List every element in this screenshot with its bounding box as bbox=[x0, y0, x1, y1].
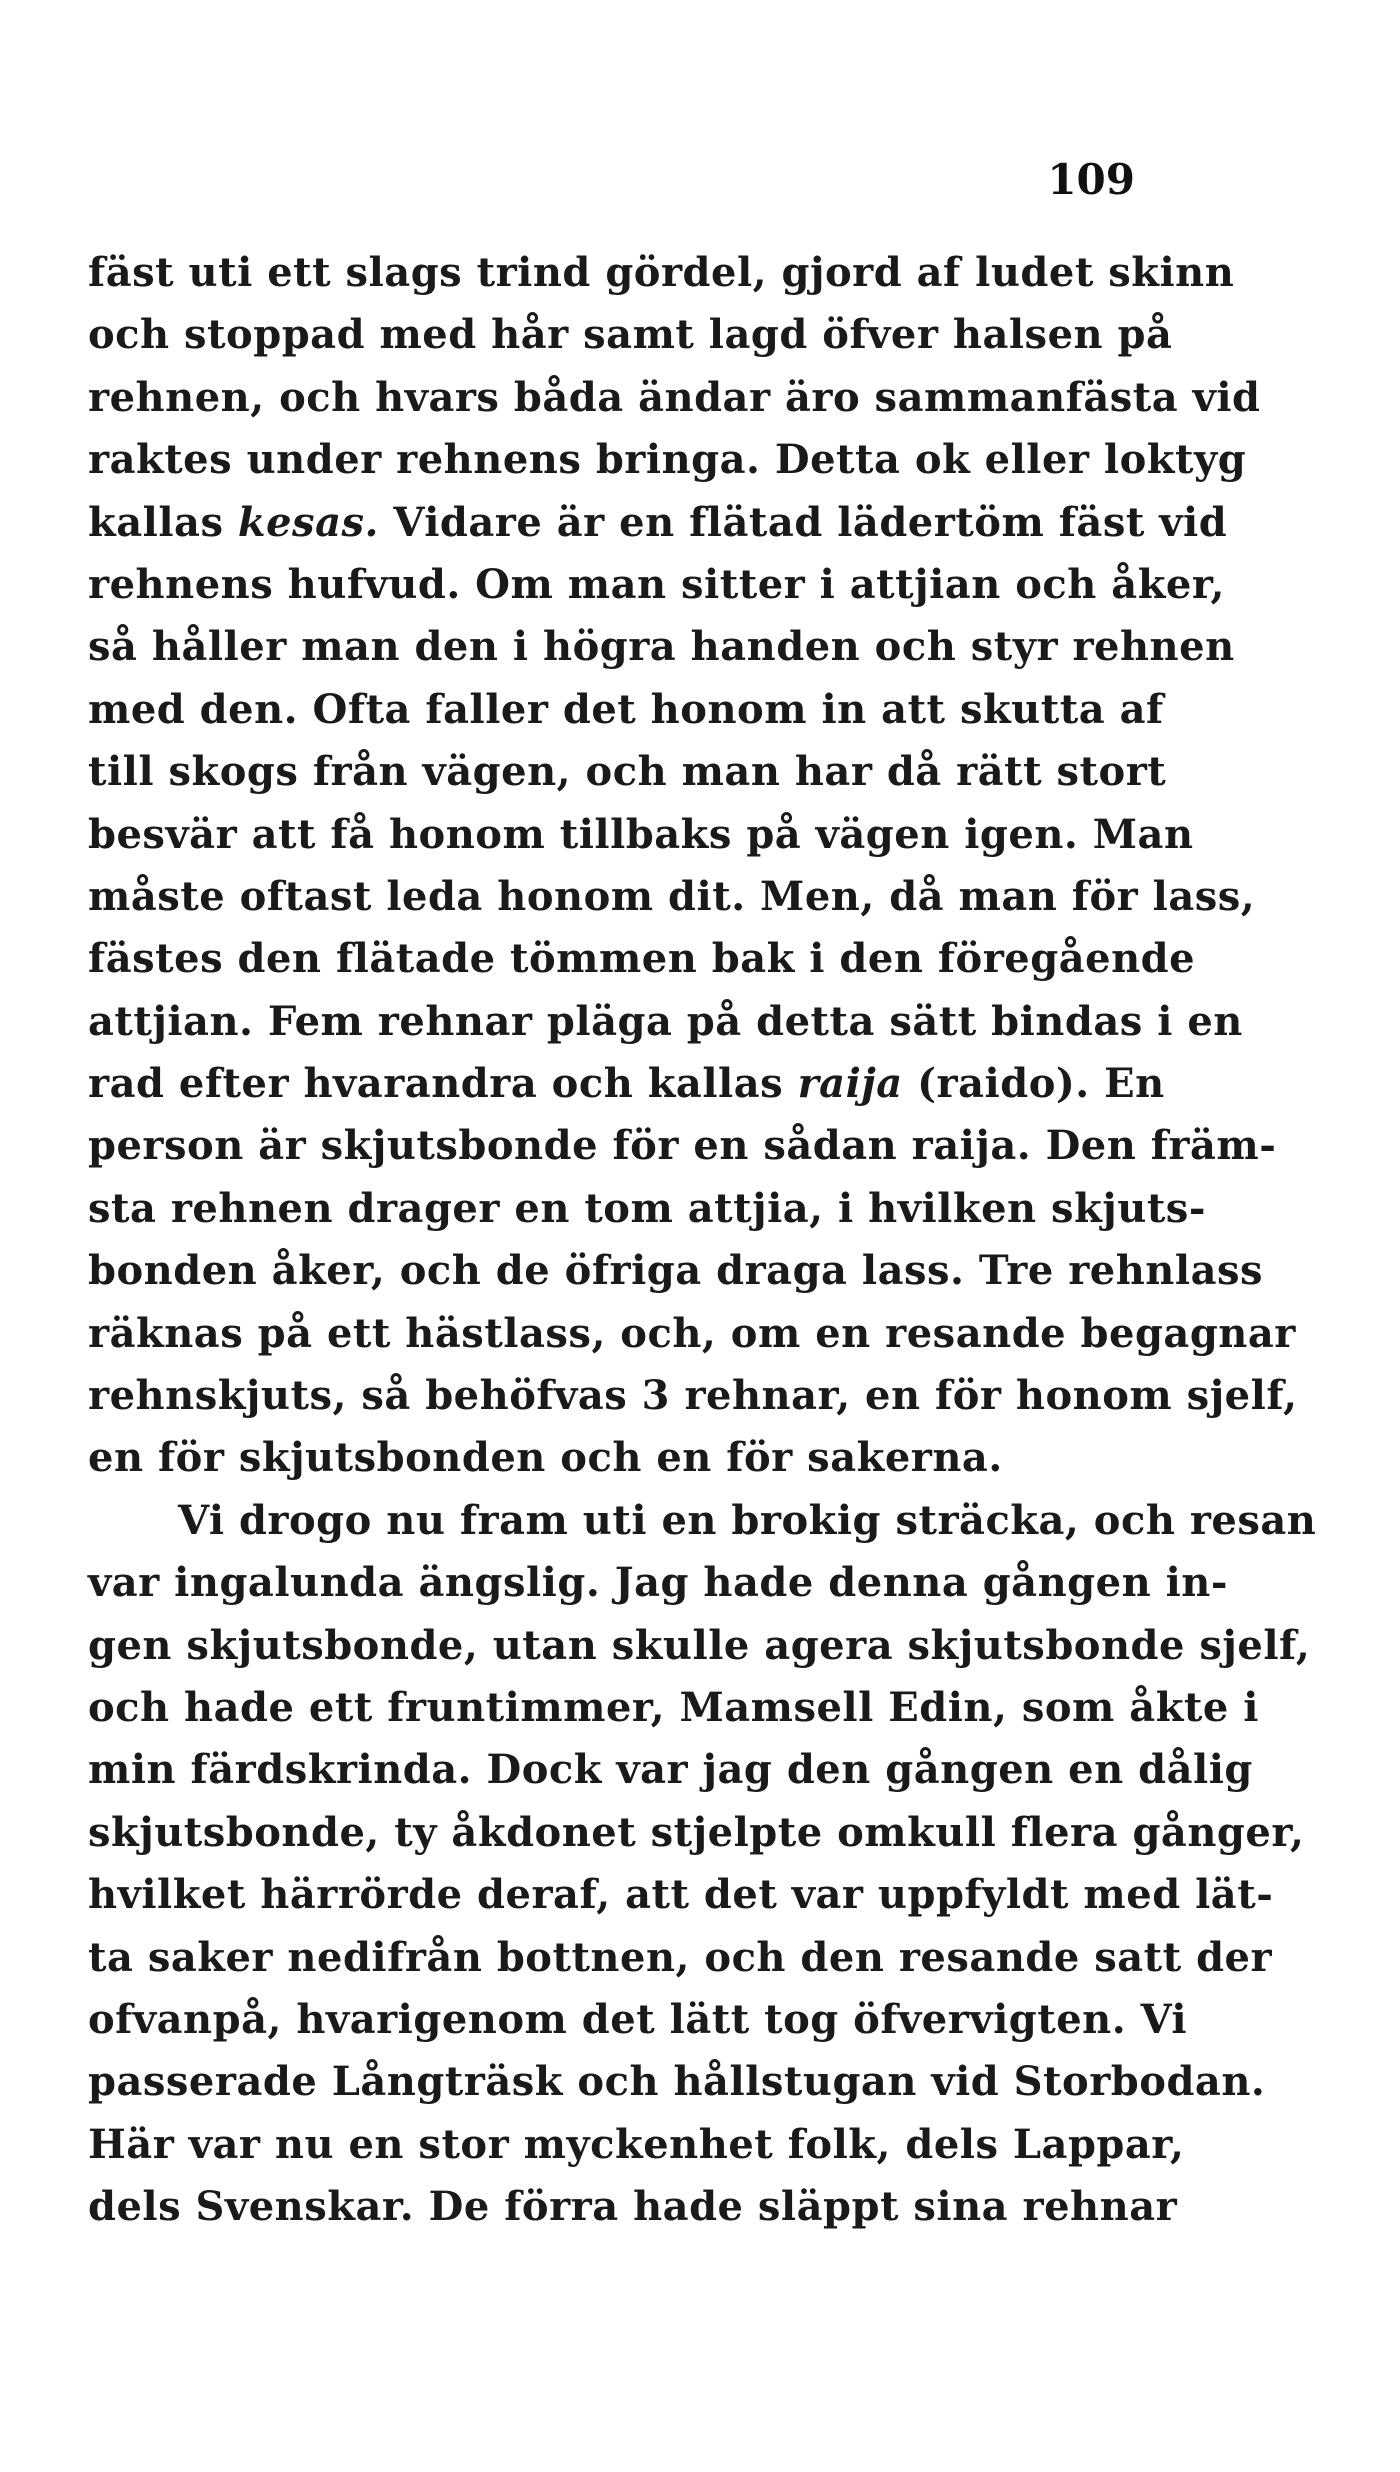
text-line-5-start: kallas bbox=[88, 498, 238, 546]
italic-term-kesas: kesas. bbox=[237, 498, 379, 546]
text-line-9: till skogs från vägen, och man har då rätt stort bbox=[88, 748, 1167, 796]
text-line-11: måste oftast leda honom dit. Men, då man för lass, bbox=[88, 872, 1256, 920]
text-line-26: skjutsbonde, ty åkdonet stjelpte omkull flera gånger, bbox=[88, 1808, 1305, 1856]
text-line-8: med den. Ofta faller det honom in att skutta af bbox=[88, 685, 1164, 733]
text-line-25: min färdskrinda. Dock var jag den gången en dålig bbox=[88, 1746, 1253, 1794]
text-line-19: rehnskjuts, så behöfvas 3 rehnar, en för honom sjelf, bbox=[88, 1372, 1298, 1420]
text-line-1: fäst uti ett slags trind gördel, gjord af ludet skinn bbox=[88, 249, 1235, 296]
text-line-4: raktes under rehnens bringa. Detta ok eller loktyg bbox=[88, 436, 1247, 484]
text-line-17: bonden åker, och de öfriga draga lass. Tre rehnlass bbox=[88, 1247, 1264, 1295]
body-text bbox=[88, 242, 1317, 2239]
text-line-5 bbox=[88, 492, 1228, 554]
text-line-12: fästes den flätade tömmen bak i den föregående bbox=[88, 935, 1196, 983]
text-line-23: gen skjutsbonde, utan skulle agera skjutsbonde sjelf, bbox=[88, 1621, 1311, 1669]
text-line-10: besvär att få honom tillbaks på vägen igen. Man bbox=[88, 810, 1194, 858]
text-line-13: attjian. Fem rehnar pläga på detta sätt bindas i en bbox=[88, 997, 1243, 1045]
text-line-27: hvilket härrörde deraf, att det var uppfyldt med lät- bbox=[88, 1871, 1274, 1919]
text-line-15: person är skjutsbonde för en sådan raija. Den främ- bbox=[88, 1122, 1277, 1170]
text-line-31: Här var nu en stor myckenhet folk, dels Lappar, bbox=[88, 2120, 1185, 2168]
text-line-3: rehnen, och hvars båda ändar äro sammanfästa vid bbox=[88, 373, 1261, 421]
text-line-21: Vi drogo nu fram uti en brokig sträcka, och resan bbox=[178, 1496, 1317, 1544]
text-line-14-end: (raido). En bbox=[902, 1060, 1165, 1108]
text-line-16: sta rehnen drager en tom attjia, i hvilken skjuts- bbox=[88, 1184, 1206, 1232]
text-line-32: dels Svenskar. De förra hade släppt sina rehnar bbox=[88, 2183, 1178, 2231]
page-number: 109 bbox=[1047, 155, 1135, 204]
italic-term-raija: raija bbox=[797, 1060, 903, 1108]
text-line-30: passerade Långträsk och hållstugan vid Storbodan. bbox=[88, 2058, 1266, 2106]
text-line-22: var ingalunda ängslig. Jag hade denna gången in- bbox=[88, 1559, 1228, 1607]
text-line-7: så håller man den i högra handen och styr rehnen bbox=[88, 623, 1235, 671]
text-line-18: räknas på ett hästlass, och, om en resande begagnar bbox=[88, 1309, 1296, 1357]
text-line-20: en för skjutsbonden och en för sakerna. bbox=[88, 1434, 1003, 1482]
text-line-2: och stoppad med hår samt lagd öfver halsen på bbox=[88, 311, 1173, 359]
text-line-5-end: Vidare är en flätad lädertöm fäst vid bbox=[378, 498, 1228, 546]
text-line-29: ofvanpå, hvarigenom det lätt tog öfvervigten. Vi bbox=[88, 1995, 1188, 2043]
text-line-14 bbox=[88, 1053, 1163, 1115]
text-line-24: och hade ett fruntimmer, Mamsell Edin, som åkte i bbox=[88, 1683, 1259, 1731]
text-line-14-start: rad efter hvarandra och kallas bbox=[88, 1060, 798, 1108]
text-line-6: rehnens hufvud. Om man sitter i attjian och åker, bbox=[88, 560, 1225, 608]
text-line-28: ta saker nedifrån bottnen, och den resande satt der bbox=[88, 1933, 1273, 1981]
